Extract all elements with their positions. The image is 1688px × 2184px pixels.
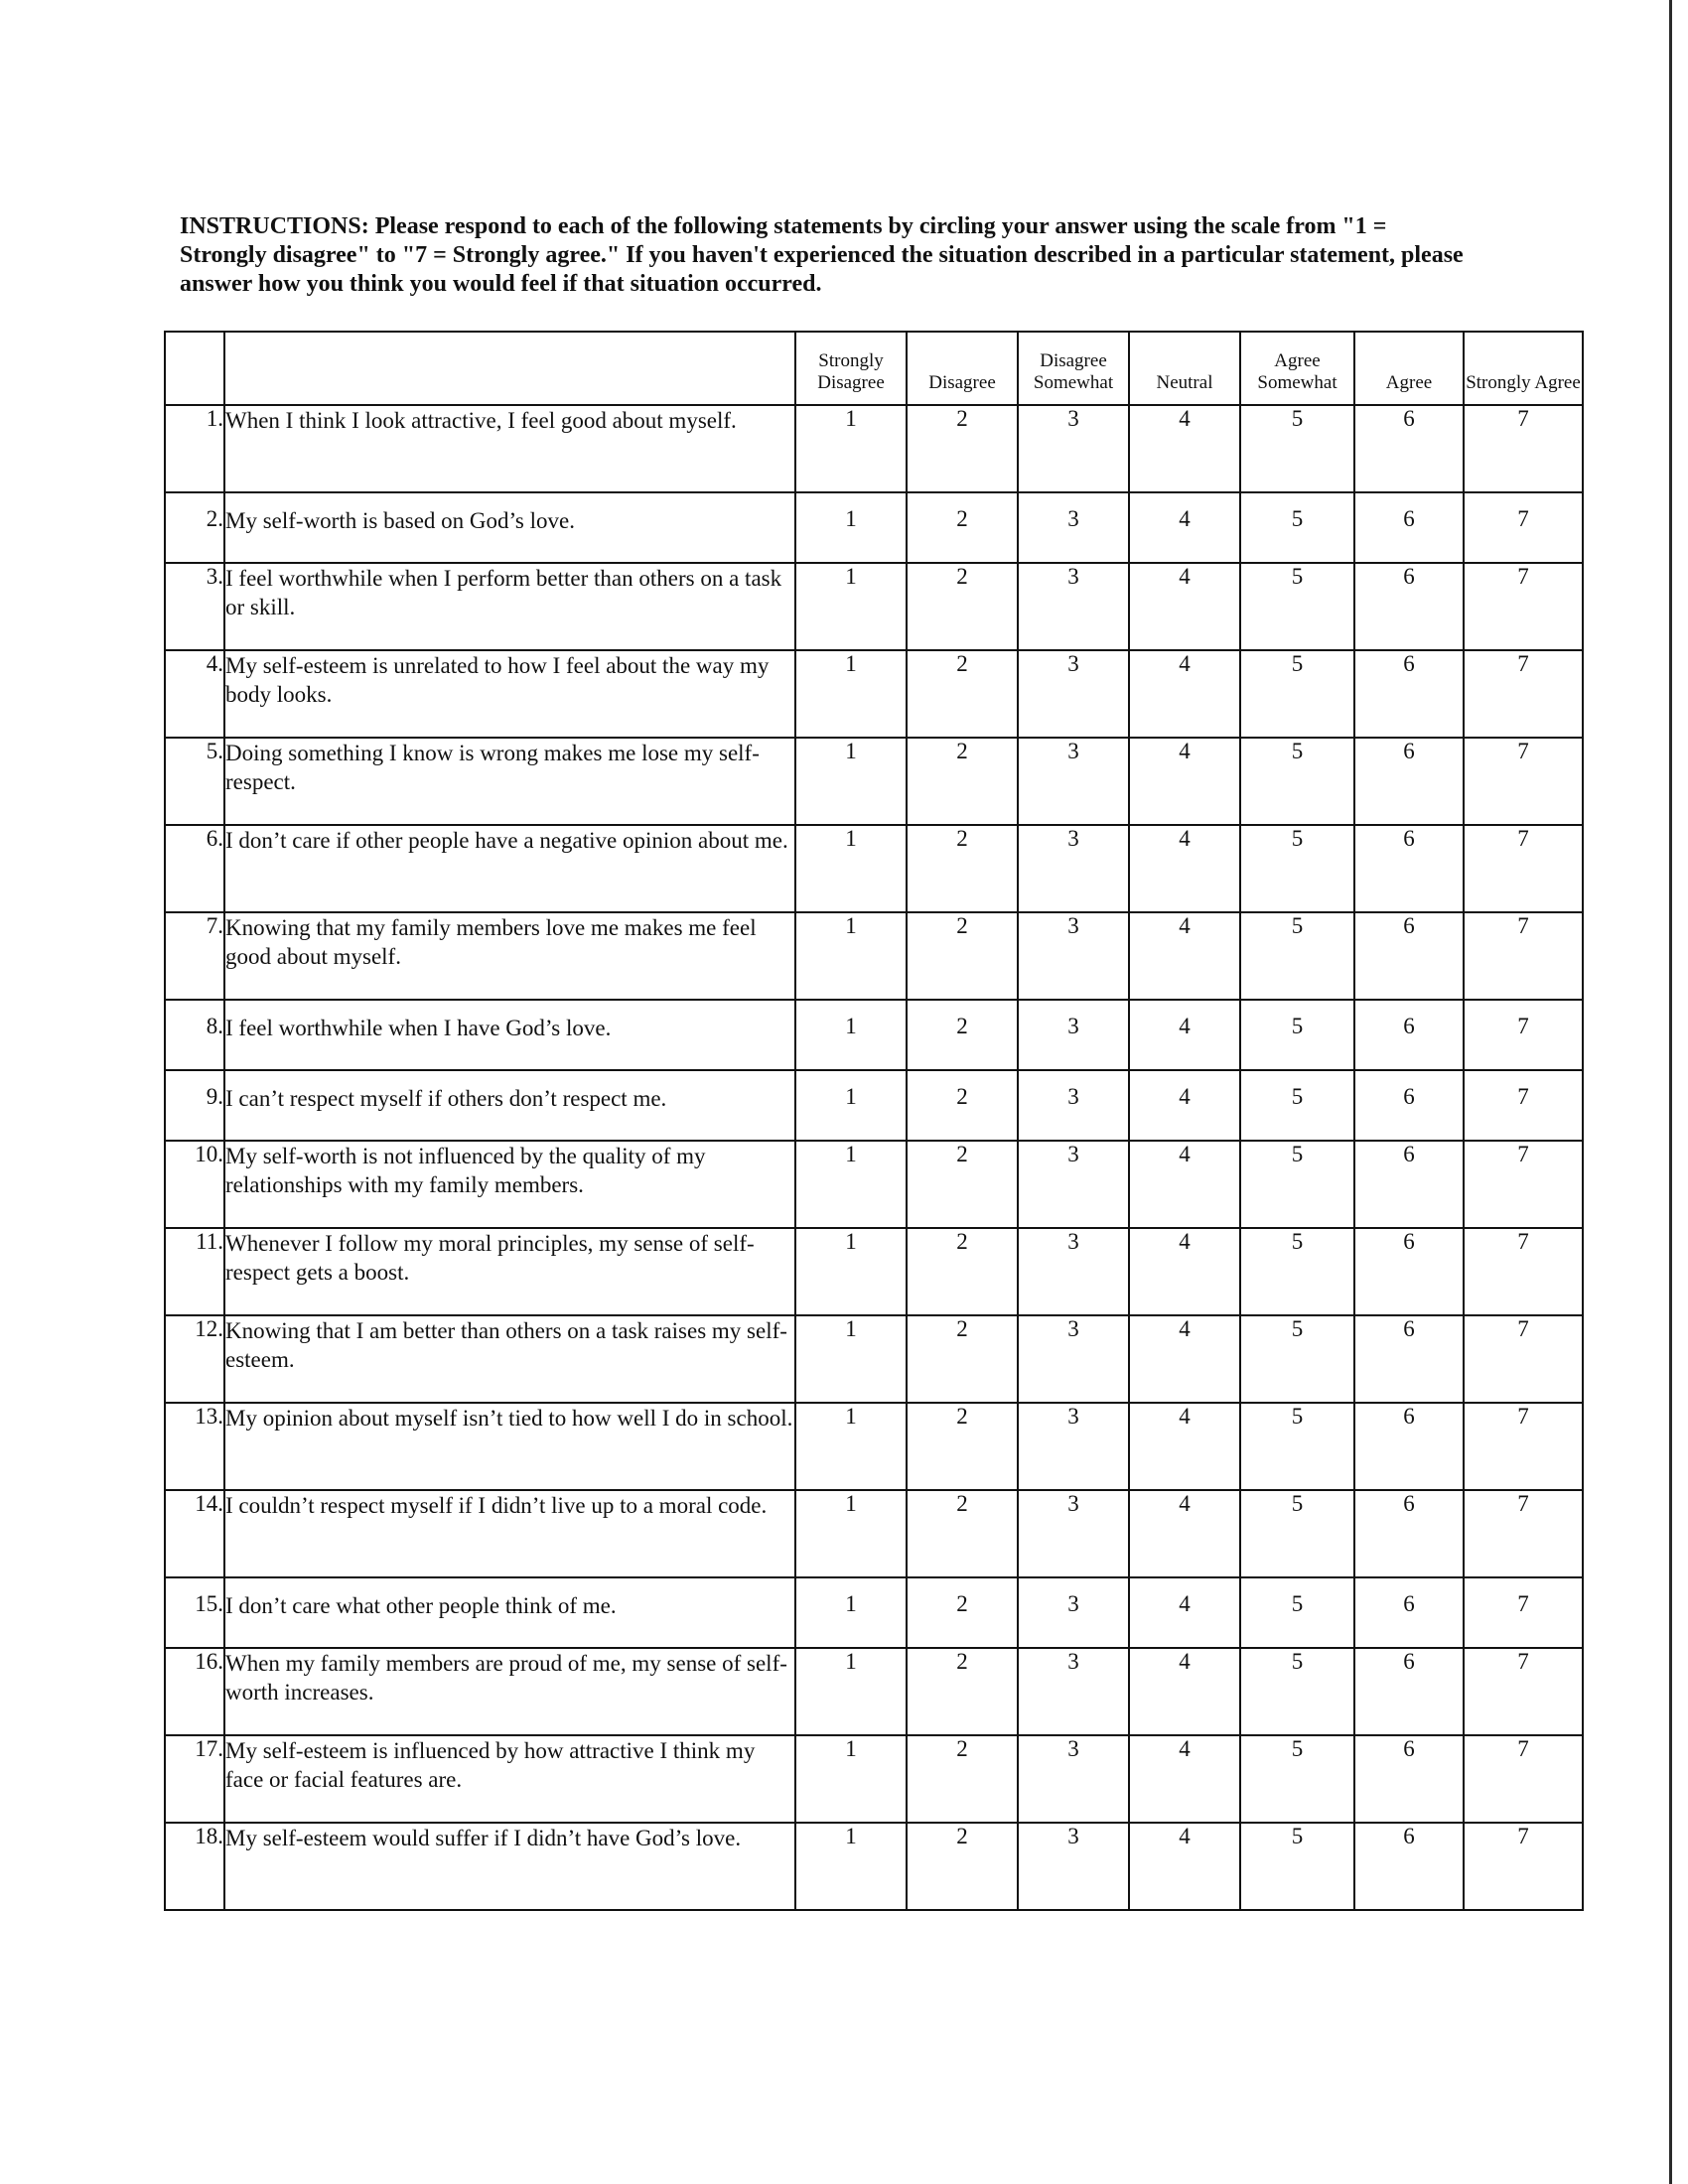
rating-option[interactable]: 4 — [1129, 1070, 1240, 1141]
rating-option[interactable]: 7 — [1464, 1735, 1583, 1823]
scale-header: Disagree — [907, 332, 1018, 405]
rating-option[interactable]: 6 — [1354, 1490, 1464, 1577]
survey-row — [165, 1141, 1583, 1228]
rating-option[interactable]: 5 — [1240, 405, 1354, 492]
rating-option[interactable]: 2 — [907, 1735, 1018, 1823]
survey-row — [165, 1000, 1583, 1070]
survey-row — [165, 405, 1583, 492]
rating-option[interactable]: 1 — [795, 1577, 907, 1648]
rating-option[interactable]: 4 — [1129, 650, 1240, 738]
rating-option[interactable]: 3 — [1018, 825, 1129, 912]
rating-option[interactable]: 6 — [1354, 563, 1464, 650]
item-statement: Knowing that I am better than others on a task raises my self-esteem. — [224, 1315, 795, 1403]
survey-row — [165, 1228, 1583, 1315]
item-statement: My self-esteem would suffer if I didn’t have God’s love. — [224, 1823, 795, 1910]
rating-option[interactable]: 2 — [907, 650, 1018, 738]
rating-option[interactable]: 4 — [1129, 1315, 1240, 1403]
rating-option[interactable]: 6 — [1354, 1648, 1464, 1735]
rating-option[interactable]: 6 — [1354, 1000, 1464, 1070]
rating-option[interactable]: 6 — [1354, 1228, 1464, 1315]
rating-option[interactable]: 4 — [1129, 1735, 1240, 1823]
rating-option[interactable]: 5 — [1240, 1228, 1354, 1315]
survey-table — [164, 331, 1584, 1911]
rating-option[interactable]: 7 — [1464, 1823, 1583, 1910]
rating-option[interactable]: 5 — [1240, 825, 1354, 912]
rating-option[interactable]: 3 — [1018, 1228, 1129, 1315]
rating-option[interactable]: 7 — [1464, 1577, 1583, 1648]
item-statement: I feel worthwhile when I perform better than others on a task or skill. — [224, 563, 795, 650]
rating-option[interactable]: 3 — [1018, 1403, 1129, 1490]
rating-option[interactable]: 3 — [1018, 1823, 1129, 1910]
rating-option[interactable]: 5 — [1240, 563, 1354, 650]
rating-option[interactable]: 6 — [1354, 492, 1464, 563]
rating-option[interactable]: 5 — [1240, 1490, 1354, 1577]
survey-row — [165, 650, 1583, 738]
rating-option[interactable]: 4 — [1129, 912, 1240, 1000]
rating-option[interactable]: 1 — [795, 1490, 907, 1577]
rating-option[interactable]: 3 — [1018, 492, 1129, 563]
rating-option[interactable]: 7 — [1464, 492, 1583, 563]
survey-row — [165, 825, 1583, 912]
item-statement: I couldn’t respect myself if I didn’t live up to a moral code. — [224, 1490, 795, 1577]
item-number: 13. — [165, 1403, 224, 1490]
survey-row — [165, 1648, 1583, 1735]
rating-option[interactable]: 2 — [907, 1577, 1018, 1648]
item-number: 9. — [165, 1070, 224, 1141]
rating-option[interactable]: 7 — [1464, 563, 1583, 650]
survey-row — [165, 1315, 1583, 1403]
survey-row — [165, 492, 1583, 563]
item-number: 4. — [165, 650, 224, 738]
rating-option[interactable]: 5 — [1240, 1823, 1354, 1910]
rating-option[interactable]: 3 — [1018, 1735, 1129, 1823]
item-number: 1. — [165, 405, 224, 492]
rating-option[interactable]: 3 — [1018, 405, 1129, 492]
rating-option[interactable]: 5 — [1240, 1070, 1354, 1141]
rating-option[interactable]: 4 — [1129, 405, 1240, 492]
rating-option[interactable]: 5 — [1240, 1403, 1354, 1490]
item-number: 14. — [165, 1490, 224, 1577]
rating-option[interactable]: 1 — [795, 405, 907, 492]
item-number: 5. — [165, 738, 224, 825]
rating-option[interactable]: 4 — [1129, 738, 1240, 825]
rating-option[interactable]: 7 — [1464, 1403, 1583, 1490]
rating-option[interactable]: 6 — [1354, 825, 1464, 912]
rating-option[interactable]: 3 — [1018, 1141, 1129, 1228]
rating-option[interactable]: 5 — [1240, 738, 1354, 825]
rating-option[interactable]: 4 — [1129, 1000, 1240, 1070]
rating-option[interactable]: 4 — [1129, 1403, 1240, 1490]
rating-option[interactable]: 2 — [907, 1648, 1018, 1735]
scale-header: Strongly Agree — [1464, 332, 1583, 405]
rating-option[interactable]: 7 — [1464, 405, 1583, 492]
rating-option[interactable]: 1 — [795, 1000, 907, 1070]
rating-option[interactable]: 5 — [1240, 1315, 1354, 1403]
rating-option[interactable]: 4 — [1129, 1648, 1240, 1735]
scale-header-row — [165, 332, 1583, 405]
rating-option[interactable]: 6 — [1354, 1823, 1464, 1910]
scale-header: Disagree Somewhat — [1018, 332, 1129, 405]
scale-header: Agree — [1354, 332, 1464, 405]
rating-option[interactable]: 6 — [1354, 912, 1464, 1000]
rating-option[interactable]: 1 — [795, 1403, 907, 1490]
item-statement: I can’t respect myself if others don’t respect me. — [224, 1070, 795, 1141]
rating-option[interactable]: 1 — [795, 912, 907, 1000]
rating-option[interactable]: 1 — [795, 1315, 907, 1403]
statement-header-cell — [224, 332, 795, 405]
item-number: 12. — [165, 1315, 224, 1403]
item-number: 17. — [165, 1735, 224, 1823]
scale-header: Agree Somewhat — [1240, 332, 1354, 405]
item-number: 11. — [165, 1228, 224, 1315]
rating-option[interactable]: 5 — [1240, 1000, 1354, 1070]
instructions-text: INSTRUCTIONS: Please respond to each of the following statements by circling your answer using the scale from "1 = Strongly disagree" to "7 = Strongly agree." If you haven't experienced the situation described in a particular statement, please answer how you think you would feel if that situation occurred. — [180, 213, 1464, 297]
survey-body — [165, 405, 1583, 1910]
rating-option[interactable]: 7 — [1464, 650, 1583, 738]
item-number: 6. — [165, 825, 224, 912]
item-number: 8. — [165, 1000, 224, 1070]
rating-option[interactable]: 7 — [1464, 825, 1583, 912]
survey-row — [165, 563, 1583, 650]
item-statement: My self-worth is not influenced by the quality of my relationships with my family members. — [224, 1141, 795, 1228]
item-statement: I don’t care if other people have a negative opinion about me. — [224, 825, 795, 912]
rating-option[interactable]: 6 — [1354, 738, 1464, 825]
rating-option[interactable]: 2 — [907, 492, 1018, 563]
rating-option[interactable]: 2 — [907, 912, 1018, 1000]
rating-option[interactable]: 1 — [795, 1228, 907, 1315]
rating-option[interactable]: 3 — [1018, 563, 1129, 650]
rating-option[interactable]: 2 — [907, 1070, 1018, 1141]
rating-option[interactable]: 3 — [1018, 738, 1129, 825]
rating-option[interactable]: 7 — [1464, 1070, 1583, 1141]
rating-option[interactable]: 2 — [907, 1228, 1018, 1315]
rating-option[interactable]: 1 — [795, 492, 907, 563]
rating-option[interactable]: 2 — [907, 1000, 1018, 1070]
rating-option[interactable]: 3 — [1018, 650, 1129, 738]
rating-option[interactable]: 2 — [907, 1823, 1018, 1910]
rating-option[interactable]: 1 — [795, 1735, 907, 1823]
rating-option[interactable]: 7 — [1464, 912, 1583, 1000]
rating-option[interactable]: 7 — [1464, 1648, 1583, 1735]
rating-option[interactable]: 3 — [1018, 1577, 1129, 1648]
rating-option[interactable]: 3 — [1018, 1000, 1129, 1070]
item-statement: When I think I look attractive, I feel good about myself. — [224, 405, 795, 492]
rating-option[interactable]: 3 — [1018, 1070, 1129, 1141]
rating-option[interactable]: 3 — [1018, 1490, 1129, 1577]
rating-option[interactable]: 6 — [1354, 1070, 1464, 1141]
item-number: 18. — [165, 1823, 224, 1910]
survey-row — [165, 1823, 1583, 1910]
rating-option[interactable]: 2 — [907, 563, 1018, 650]
rating-option[interactable]: 2 — [907, 1315, 1018, 1403]
survey-row — [165, 1070, 1583, 1141]
rating-option[interactable]: 4 — [1129, 1577, 1240, 1648]
rating-option[interactable]: 5 — [1240, 1141, 1354, 1228]
rating-option[interactable]: 4 — [1129, 1228, 1240, 1315]
rating-option[interactable]: 3 — [1018, 912, 1129, 1000]
item-statement: My self-worth is based on God’s love. — [224, 492, 795, 563]
scan-edge-line — [1669, 0, 1672, 2184]
rating-option[interactable]: 5 — [1240, 1648, 1354, 1735]
item-number: 10. — [165, 1141, 224, 1228]
rating-option[interactable]: 1 — [795, 825, 907, 912]
rating-option[interactable]: 3 — [1018, 1315, 1129, 1403]
item-statement: When my family members are proud of me, my sense of self-worth increases. — [224, 1648, 795, 1735]
rating-option[interactable]: 2 — [907, 405, 1018, 492]
item-number: 15. — [165, 1577, 224, 1648]
rating-option[interactable]: 3 — [1018, 1648, 1129, 1735]
rating-option[interactable]: 4 — [1129, 825, 1240, 912]
rating-option[interactable]: 6 — [1354, 1577, 1464, 1648]
item-statement: My self-esteem is influenced by how attractive I think my face or facial features are. — [224, 1735, 795, 1823]
survey-row — [165, 912, 1583, 1000]
rating-option[interactable]: 1 — [795, 1648, 907, 1735]
item-number: 7. — [165, 912, 224, 1000]
rating-option[interactable]: 7 — [1464, 1141, 1583, 1228]
rating-option[interactable]: 2 — [907, 825, 1018, 912]
item-statement: Doing something I know is wrong makes me lose my self-respect. — [224, 738, 795, 825]
item-number: 3. — [165, 563, 224, 650]
rating-option[interactable]: 1 — [795, 1070, 907, 1141]
rating-option[interactable]: 5 — [1240, 1735, 1354, 1823]
rating-option[interactable]: 5 — [1240, 650, 1354, 738]
item-number: 2. — [165, 492, 224, 563]
survey-row — [165, 738, 1583, 825]
num-header-cell — [165, 332, 224, 405]
rating-option[interactable]: 7 — [1464, 1315, 1583, 1403]
scale-header: Strongly Disagree — [795, 332, 907, 405]
rating-option[interactable]: 5 — [1240, 912, 1354, 1000]
rating-option[interactable]: 4 — [1129, 563, 1240, 650]
survey-row — [165, 1403, 1583, 1490]
rating-option[interactable]: 4 — [1129, 492, 1240, 563]
rating-option[interactable]: 6 — [1354, 1315, 1464, 1403]
rating-option[interactable]: 1 — [795, 1141, 907, 1228]
rating-option[interactable]: 1 — [795, 738, 907, 825]
scale-header: Neutral — [1129, 332, 1240, 405]
rating-option[interactable]: 5 — [1240, 492, 1354, 563]
rating-option[interactable]: 2 — [907, 1141, 1018, 1228]
rating-option[interactable]: 4 — [1129, 1823, 1240, 1910]
rating-option[interactable]: 4 — [1129, 1141, 1240, 1228]
rating-option[interactable]: 7 — [1464, 1000, 1583, 1070]
survey-row — [165, 1490, 1583, 1577]
item-number: 16. — [165, 1648, 224, 1735]
rating-option[interactable]: 2 — [907, 1490, 1018, 1577]
rating-option[interactable]: 7 — [1464, 1228, 1583, 1315]
rating-option[interactable]: 6 — [1354, 1735, 1464, 1823]
item-statement: I feel worthwhile when I have God’s love. — [224, 1000, 795, 1070]
item-statement: I don’t care what other people think of me. — [224, 1577, 795, 1648]
rating-option[interactable]: 1 — [795, 1823, 907, 1910]
rating-option[interactable]: 1 — [795, 563, 907, 650]
rating-option[interactable]: 6 — [1354, 650, 1464, 738]
rating-option[interactable]: 4 — [1129, 1490, 1240, 1577]
item-statement: Whenever I follow my moral principles, my sense of self-respect gets a boost. — [224, 1228, 795, 1315]
rating-option[interactable]: 6 — [1354, 1403, 1464, 1490]
item-statement: My opinion about myself isn’t tied to how well I do in school. — [224, 1403, 795, 1490]
rating-option[interactable]: 2 — [907, 738, 1018, 825]
item-statement: Knowing that my family members love me makes me feel good about myself. — [224, 912, 795, 1000]
rating-option[interactable]: 6 — [1354, 405, 1464, 492]
rating-option[interactable]: 7 — [1464, 738, 1583, 825]
rating-option[interactable]: 1 — [795, 650, 907, 738]
rating-option[interactable]: 5 — [1240, 1577, 1354, 1648]
item-statement: My self-esteem is unrelated to how I feel about the way my body looks. — [224, 650, 795, 738]
rating-option[interactable]: 6 — [1354, 1141, 1464, 1228]
rating-option[interactable]: 2 — [907, 1403, 1018, 1490]
rating-option[interactable]: 7 — [1464, 1490, 1583, 1577]
survey-row — [165, 1577, 1583, 1648]
survey-row — [165, 1735, 1583, 1823]
